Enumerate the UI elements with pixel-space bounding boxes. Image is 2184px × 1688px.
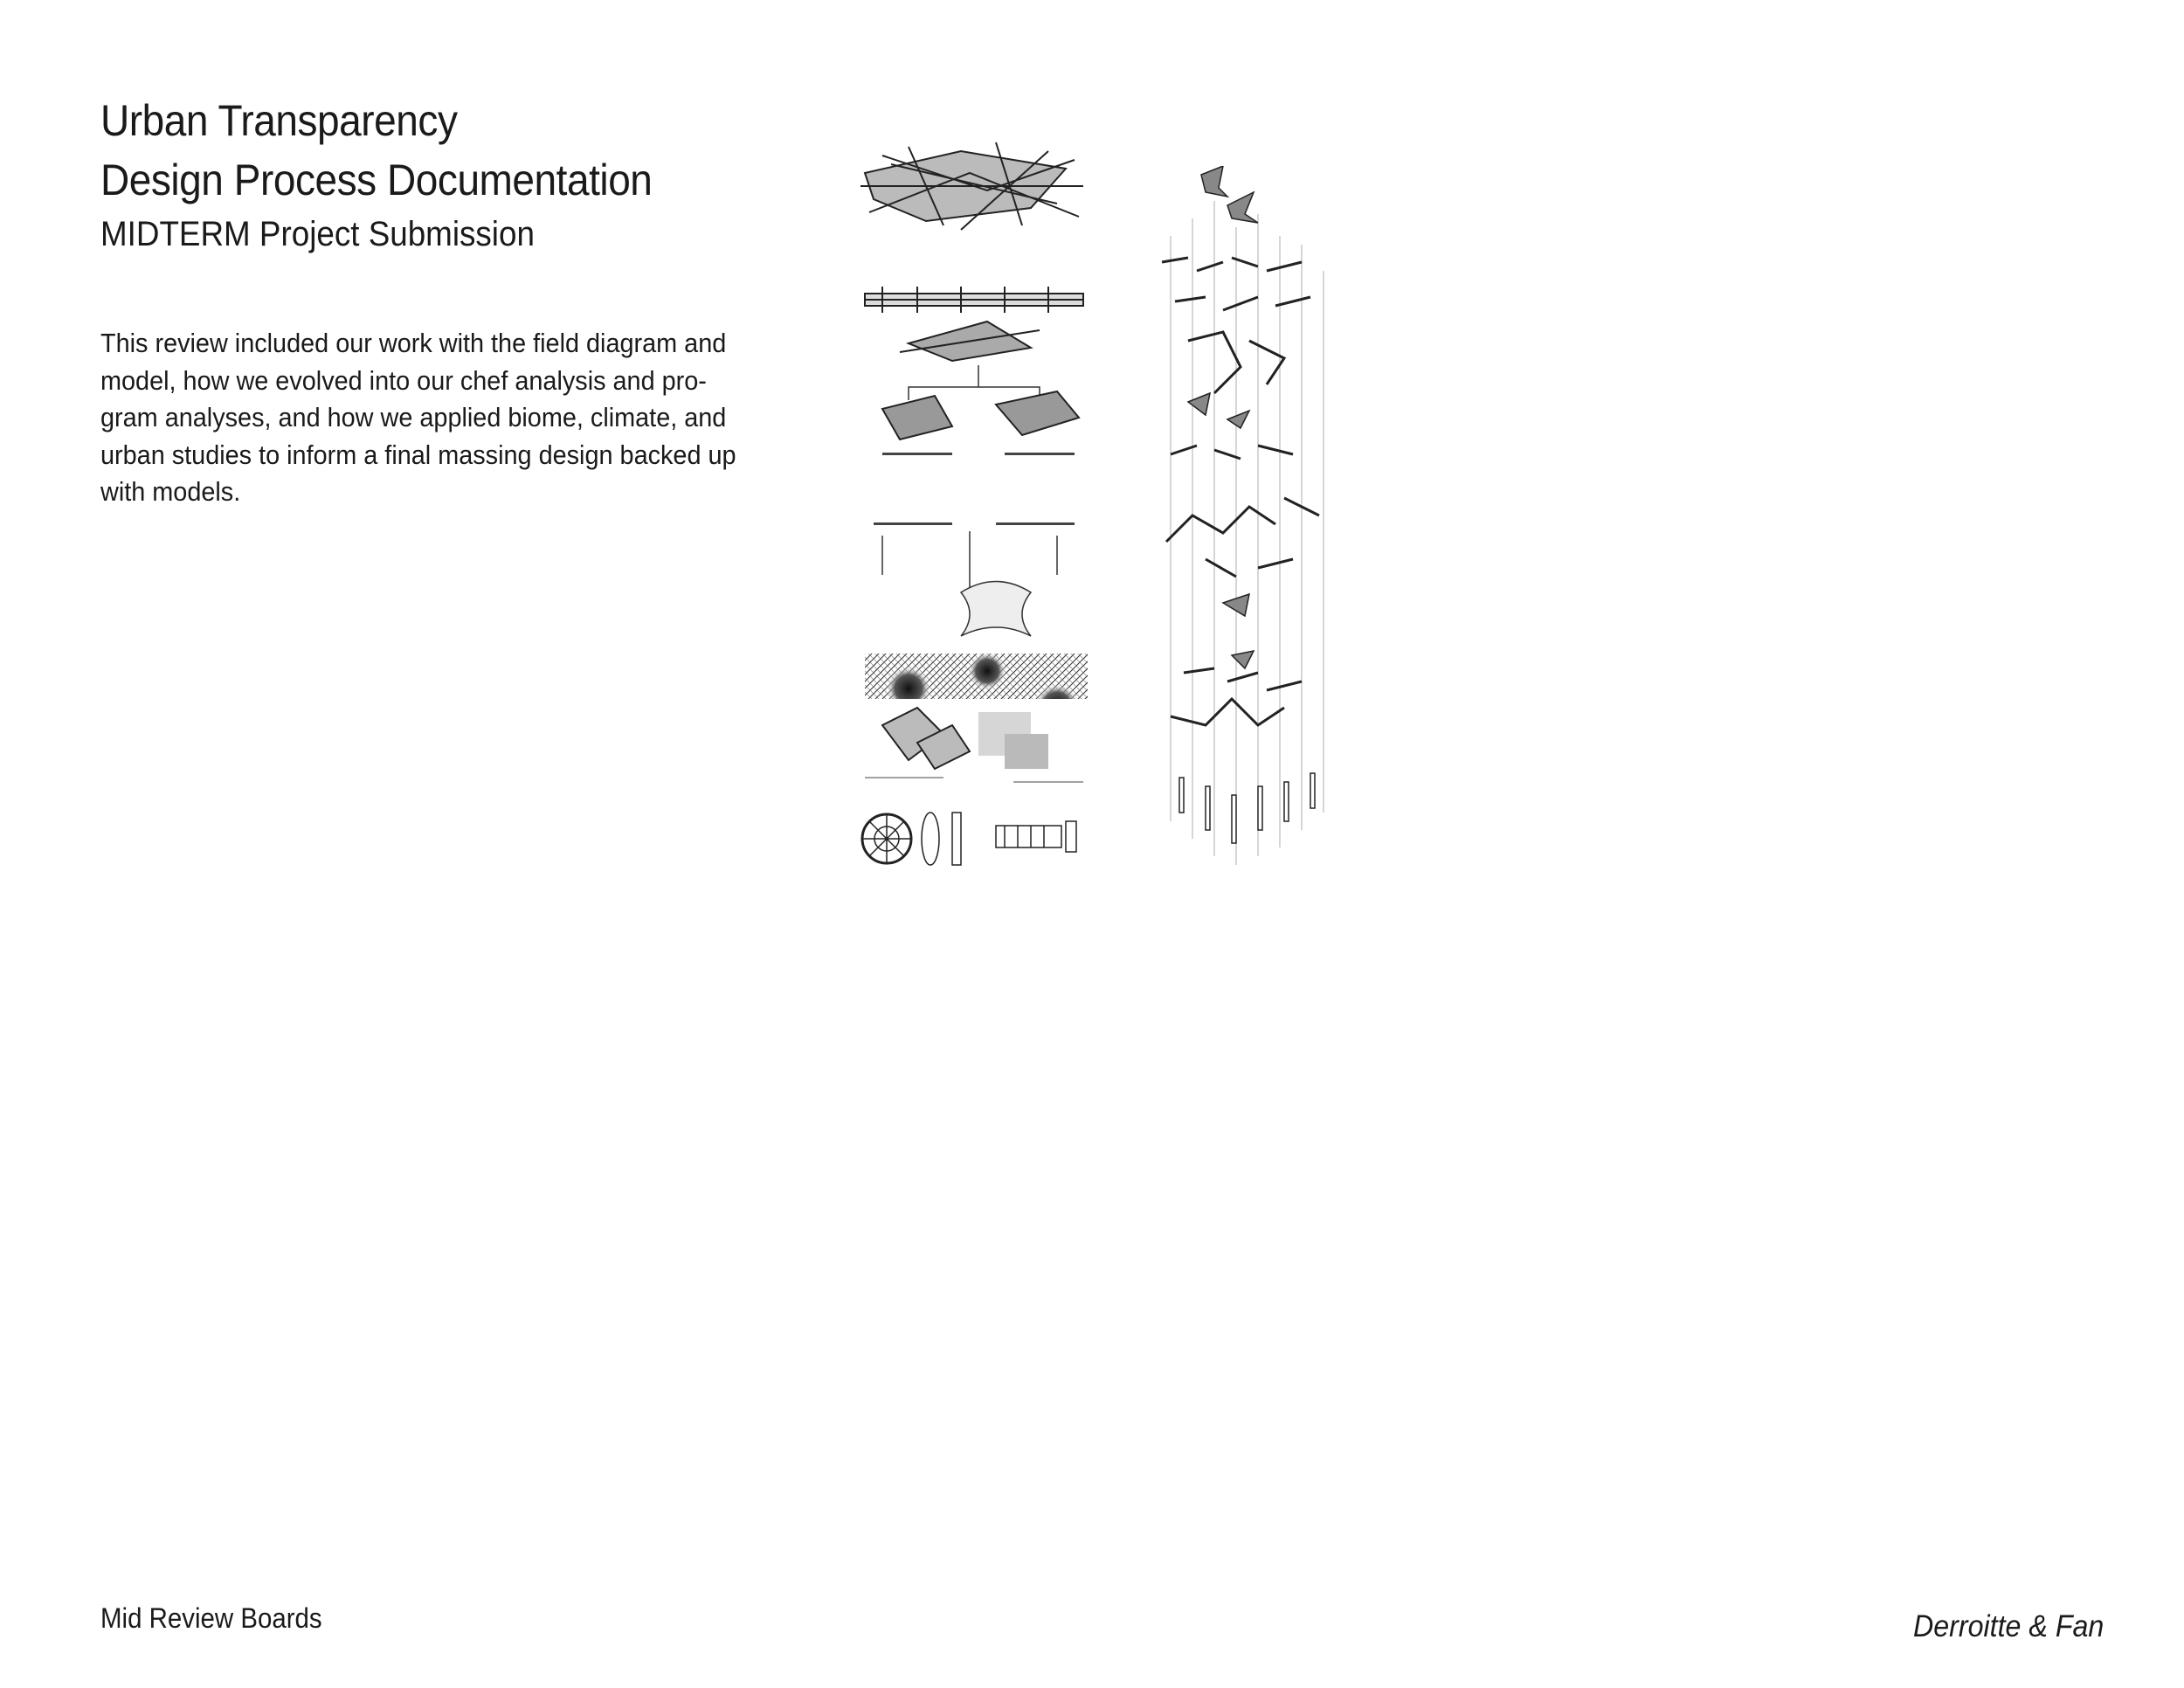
description-line: urban studies to inform a final massing design backed up [100,439,736,470]
title-block [100,91,764,259]
process-diagram-lower-illustration [856,699,1092,874]
description-line: with models. [100,476,241,507]
description-line: This review included our work with the field diagram and [100,328,727,358]
page-subtitle: MIDTERM Project Submission [100,215,535,253]
exploded-axonometric-board [1153,166,1337,875]
process-diagram-lower [856,699,1092,874]
page-title: Urban Transparency [100,96,458,145]
description-paragraph [100,325,764,511]
footer-authors: Derroitte & Fan [1912,1609,2104,1643]
exploded-axonometric-illustration [1153,166,1337,875]
page-title-secondary: Design Process Documentation [100,156,653,204]
description-line: model, how we evolved into our chef analysis and pro- [100,364,707,396]
footer-section-label: Mid Review Boards [100,1602,322,1634]
description-line: gram analyses, and how we applied biome, climate, and [100,402,727,432]
